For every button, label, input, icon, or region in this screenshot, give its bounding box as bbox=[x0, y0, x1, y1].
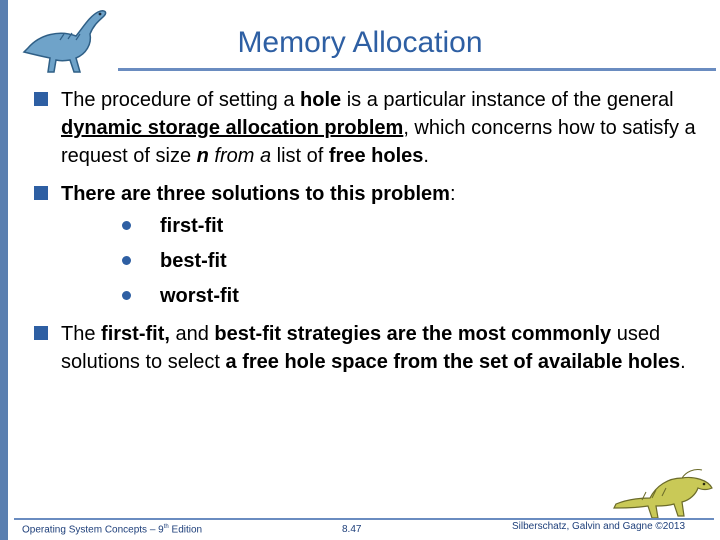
square-bullet-icon bbox=[34, 326, 48, 340]
footer-course-suffix: Edition bbox=[168, 524, 203, 536]
text-run: is a particular instance of the general bbox=[341, 89, 674, 111]
text-run: list of bbox=[271, 145, 329, 167]
text-run: The bbox=[61, 323, 102, 345]
footer-course-text: Operating System Concepts – 9 bbox=[22, 524, 164, 536]
bullet-text bbox=[61, 183, 456, 205]
sub-item-label: best-fit bbox=[160, 250, 227, 272]
round-bullet-icon bbox=[122, 221, 131, 230]
round-bullet-icon bbox=[122, 256, 131, 265]
slide-body bbox=[32, 86, 712, 386]
text-run: best-fit strategies are the most commonly bbox=[214, 323, 612, 345]
bullet-item bbox=[32, 86, 712, 170]
text-run: , which concerns how to satisfy a request of size bbox=[61, 117, 696, 167]
text-run: n bbox=[196, 145, 209, 167]
footer-copyright: Silberschatz, Galvin and Gagne ©2013 bbox=[512, 521, 686, 532]
list-item bbox=[122, 247, 712, 275]
slide-title: Memory Allocation bbox=[237, 26, 483, 59]
text-run: free holes bbox=[328, 145, 424, 167]
text-run: The procedure of setting a bbox=[61, 89, 301, 111]
dinosaur-logo-icon bbox=[20, 4, 120, 76]
solutions-list bbox=[122, 212, 712, 310]
round-bullet-icon bbox=[122, 291, 131, 300]
title-divider bbox=[118, 68, 716, 71]
list-item bbox=[122, 212, 712, 240]
text-run: . bbox=[423, 145, 429, 167]
sub-item-label: worst-fit bbox=[160, 285, 239, 307]
text-run: from a bbox=[208, 145, 272, 167]
footer-course-sup: th bbox=[163, 524, 169, 530]
square-bullet-icon bbox=[34, 92, 48, 106]
square-bullet-icon bbox=[34, 186, 48, 200]
text-run: . bbox=[680, 351, 686, 373]
footer-course bbox=[22, 524, 202, 535]
list-item bbox=[122, 282, 712, 310]
text-run: used solutions to select bbox=[61, 323, 661, 373]
text-run: There are three solutions to this problem bbox=[61, 183, 450, 205]
bullet-item bbox=[32, 180, 712, 310]
bullet-text bbox=[61, 89, 696, 167]
text-run: first-fit, bbox=[101, 323, 170, 345]
dinosaur-illustration-icon bbox=[612, 464, 716, 522]
text-run: and bbox=[169, 323, 215, 345]
text-run: dynamic storage allocation problem bbox=[61, 117, 404, 139]
text-run: hole bbox=[300, 89, 342, 111]
bullet-item bbox=[32, 320, 712, 376]
left-accent-bar bbox=[0, 0, 8, 540]
footer-divider bbox=[14, 518, 714, 520]
sub-item-label: first-fit bbox=[160, 215, 224, 237]
bullet-text bbox=[61, 323, 686, 373]
text-run: a free hole space from the set of available holes bbox=[225, 351, 681, 373]
page-number: 8.47 bbox=[342, 524, 362, 535]
text-run: : bbox=[449, 183, 456, 205]
